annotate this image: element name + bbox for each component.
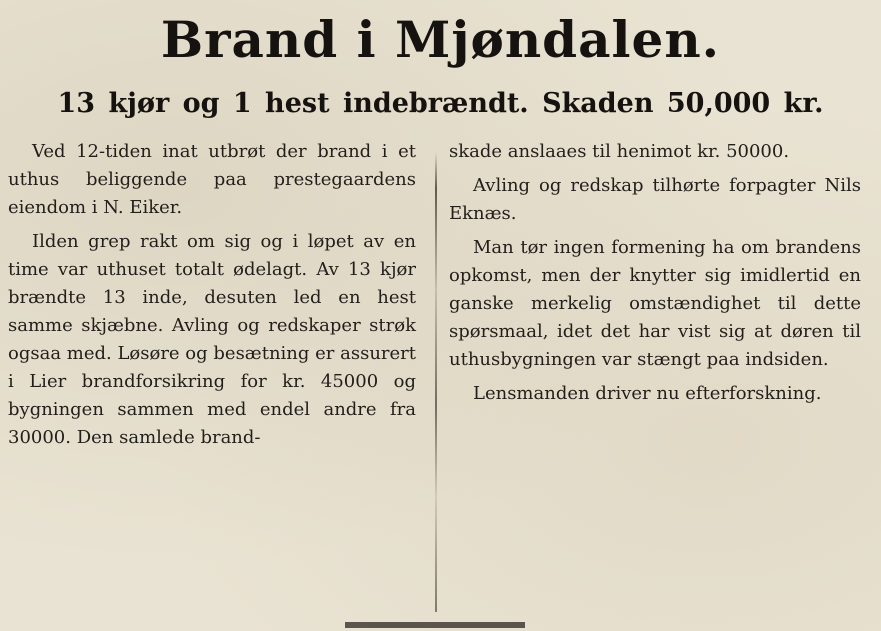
article-headline: Brand i Mjøndalen.: [160, 10, 721, 69]
article-subheadline: 13 kjør og 1 hest indebrændt. Skaden 50,000 kr.: [57, 88, 824, 119]
column-divider: [435, 152, 437, 612]
paragraph: Ilden grep rakt om sig og i løpet av en time var uthuset totalt ødelagt. Av 13 kjør brændte 13 inde, desuten led en hest samme skjæbne. Avling og redskaper strøk ogsaa med. Løsøre og besætning er assurert i Lier brandforsikring for kr. 45000 og bygningen sammen med endel andre fra 30000. Den samlede brand-: [8, 231, 417, 448]
paragraph: Avling og redskap tilhørte forpagter Nils Eknæs.: [449, 175, 861, 224]
paragraph: Man tør ingen formening ha om brandens opkomst, men der knytter sig imidlertid en ganske merkelig omstændighet til dette spørsmaal, idet det har vist sig at døren til uthusbygningen var stængt paa indsiden.: [449, 237, 861, 370]
separator-rule: [345, 622, 525, 628]
paragraph: Lensmanden driver nu efterforskning.: [473, 383, 822, 404]
paragraph: Ved 12-tiden inat utbrøt der brand i et uthus beliggende paa prestegaardens eiendom i N. Eiker.: [8, 141, 416, 218]
article-column-left: [8, 138, 416, 458]
paragraph: skade anslaaes til henimot kr. 50000.: [449, 141, 790, 162]
article-column-right: [449, 138, 861, 414]
